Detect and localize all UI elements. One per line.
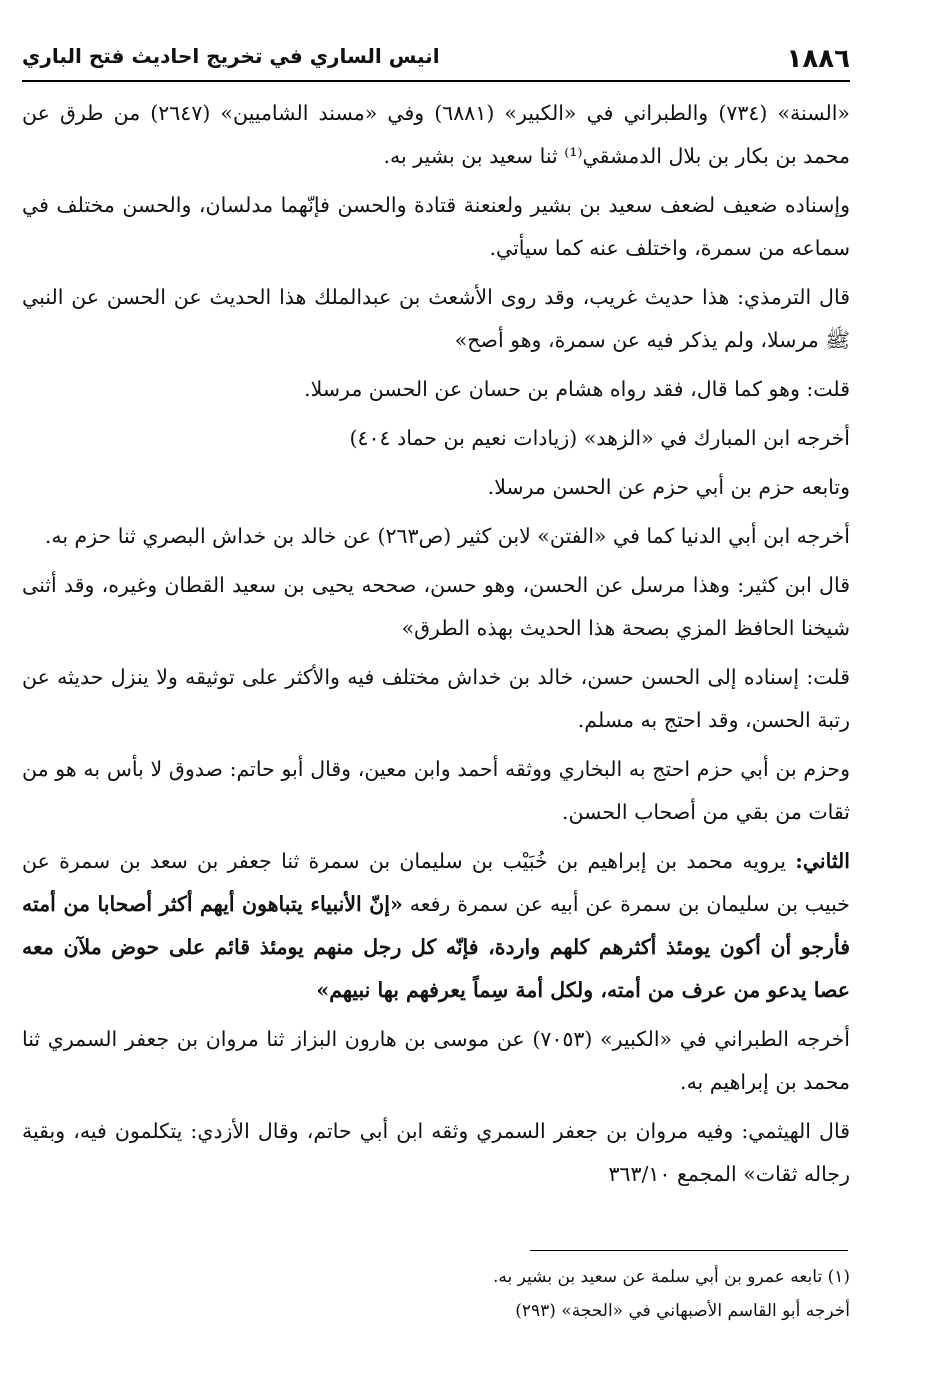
footnote-rule bbox=[530, 1250, 848, 1251]
footnotes bbox=[22, 1260, 850, 1328]
paragraph-7: أخرجه ابن أبي الدنيا كما في «الفتن» لابن كثير (ص٢٦٣) عن خالد بن خداش البصري ثنا حزم به. bbox=[44, 524, 850, 548]
paragraph-8: قال ابن كثير: وهذا مرسل عن الحسن، وهو حسن، صححه يحيى بن سعيد القطان وغيره، وقد أثنى شيخنا الحافظ المزي بصحة هذا الحديث بهذه الطرق» bbox=[22, 573, 850, 640]
thani-text: يرويه محمد بن إبراهيم بن خُبَيْب بن سليمان بن سمرة ثنا جعفر بن سعد بن سمرة عن خبيب بن سليمان بن سمرة عن أبيه عن سمرة رفعه bbox=[22, 849, 850, 916]
header-rule bbox=[22, 80, 850, 82]
paragraph-9: قلت: إسناده إلى الحسن حسن، خالد بن خداش مختلف فيه والأكثر على توثيقه ولا ينزل حديثه عن رتبة الحسن، وقد احتج به مسلم. bbox=[22, 665, 850, 732]
paragraph-1: «السنة» (٧٣٤) والطبراني في «الكبير» (٦٨٨١) وفي «مسند الشاميين» (٢٦٤٧) من طرق عن محمد بن بكار بن بلال الدمشقي⁽¹⁾ ثنا سعيد بن بشير به. bbox=[22, 101, 850, 168]
paragraph-4: قلت: وهو كما قال، فقد رواه هشام بن حسان عن الحسن مرسلا. bbox=[304, 377, 850, 401]
page-body bbox=[22, 92, 850, 1202]
hadith-text: «إنّ الأنبياء يتباهون أيهم أكثر أصحابا من أمته فأرجو أن أكون يومئذ أكثرهم كلهم واردة، فإنّه كل رجل منهم يومئذ قائم على حوض ملآن معه عصا يدعو من عرف من أمته، ولكل أمة سِماً يعرفهم بها نبيهم» bbox=[22, 892, 850, 1002]
paragraph-2: وإسناده ضعيف لضعف سعيد بن بشير ولعنعنة قتادة والحسن فإنّهما مدلسان، والحسن مختلف في سماعه من سمرة، واختلف عنه كما سيأتي. bbox=[22, 193, 850, 260]
paragraph-3: قال الترمذي: هذا حديث غريب، وقد روى الأشعث بن عبدالملك هذا الحديث عن الحسن عن النبي ﷺ مرسلا، ولم يذكر فيه عن سمرة، وهو أصح» bbox=[22, 285, 850, 352]
paragraph-12: قال الهيثمي: وفيه مروان بن جعفر السمري وثقه ابن أبي حاتم، وقال الأزدي: يتكلمون فيه، وبقية رجاله ثقات» المجمع ٣٦٣/١٠ bbox=[22, 1119, 850, 1186]
page-number: ١٨٨٦ bbox=[786, 44, 850, 74]
thani-label: الثاني: bbox=[795, 849, 850, 873]
footnote-1-continued: أخرجه أبو القاسم الأصبهاني في «الحجة» (٢٩٣) bbox=[515, 1301, 850, 1321]
running-header bbox=[22, 40, 850, 76]
footnote-1: (١) تابعه عمرو بن أبي سلمة عن سعيد بن بشير به. bbox=[493, 1267, 850, 1287]
paragraph-thani bbox=[22, 840, 850, 1012]
paragraph-5: أخرجه ابن المبارك في «الزهد» (زيادات نعيم بن حماد ٤٠٤) bbox=[349, 426, 850, 450]
paragraph-11: أخرجه الطبراني في «الكبير» (٧٠٥٣) عن موسى بن هارون البزاز ثنا مروان بن جعفر السمري ثنا محمد بن إبراهيم به. bbox=[22, 1027, 850, 1094]
paragraph-6: وتابعه حزم بن أبي حزم عن الحسن مرسلا. bbox=[487, 475, 850, 499]
book-title: انيس الساري في تخريج احاديث فتح الباري bbox=[22, 44, 440, 68]
paragraph-10: وحزم بن أبي حزم احتج به البخاري ووثقه أحمد وابن معين، وقال أبو حاتم: صدوق لا بأس به هو من ثقات من بقي من أصحاب الحسن. bbox=[22, 757, 850, 824]
